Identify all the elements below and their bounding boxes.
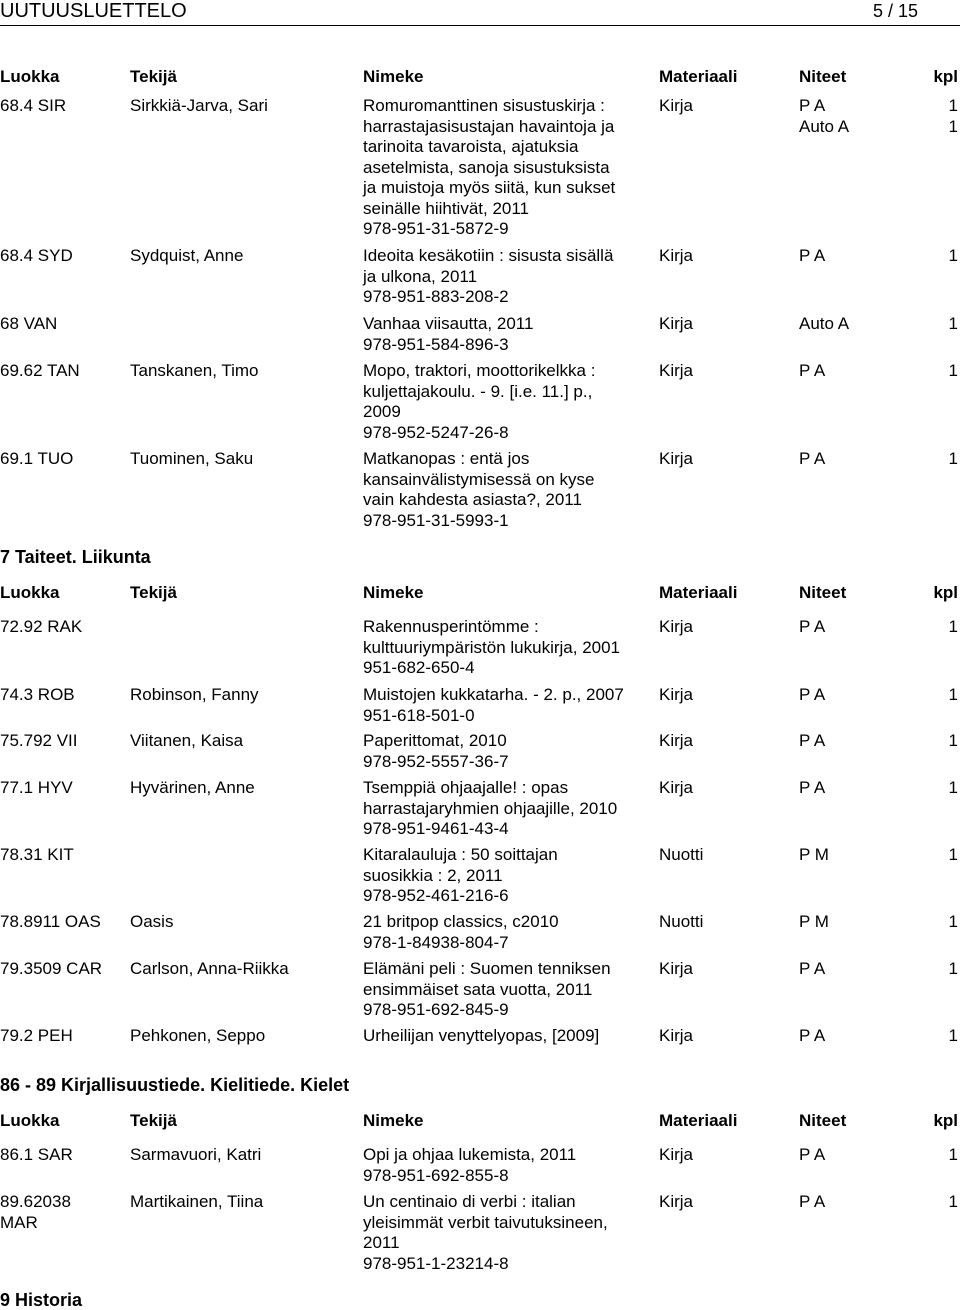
row-title-line: Vanhaa viisautta, 2011 xyxy=(363,314,534,333)
row-niteet: P A xyxy=(799,1192,826,1211)
page-number: 5 / 15 xyxy=(872,1,918,21)
row-material: Kirja xyxy=(659,246,694,265)
row-title-line: kansainvälistymisessä on kyse xyxy=(363,469,595,489)
col-nimeke-header: Nimeke xyxy=(363,67,424,86)
row-material: Kirja xyxy=(659,731,694,750)
row-material: Kirja xyxy=(659,314,694,333)
row-material: Kirja xyxy=(659,96,694,115)
row-title-line: 978-951-692-855-8 xyxy=(363,1165,509,1185)
row-title-line: Paperittomat, 2010 xyxy=(363,731,507,750)
row-material: Kirja xyxy=(659,1145,694,1164)
row-author: Hyvärinen, Anne xyxy=(130,778,255,797)
row-class: 68 VAN xyxy=(0,314,58,333)
row-title-line: Matkanopas : entä jos xyxy=(363,449,530,468)
page-header xyxy=(0,0,960,26)
col-materiaali-header: Materiaali xyxy=(659,1111,738,1130)
row-title-line: 978-952-461-216-6 xyxy=(363,886,509,905)
row-material: Kirja xyxy=(659,1026,694,1045)
row-title-line: seinälle hiihtivät, 2011 xyxy=(363,198,530,218)
col-tekija-header: Tekijä xyxy=(130,583,177,602)
row-niteet: Auto A xyxy=(799,116,850,136)
row-niteet: Auto A xyxy=(799,314,850,333)
row-title-line: 2011 xyxy=(363,1233,400,1252)
row-title-line: Ideoita kesäkotiin : sisusta sisällä xyxy=(363,246,614,265)
row-kpl: 1 xyxy=(948,617,958,636)
row-title-line: harrastajasisustajan havaintoja ja xyxy=(363,116,615,136)
row-niteet: P A xyxy=(799,1026,826,1045)
row-title-line: asetelmista, sanoja sisustuksista xyxy=(363,157,610,177)
row-title-line: ensimmäiset sata vuotta, 2011 xyxy=(363,979,593,999)
row-kpl: 1 xyxy=(948,361,958,380)
row-niteet: P A xyxy=(799,96,826,115)
row-title-line: 978-951-883-208-2 xyxy=(363,287,509,306)
row-title-line: 978-951-1-23214-8 xyxy=(363,1253,509,1273)
catalog-title: UUTUUSLUETTELO xyxy=(0,0,187,22)
row-niteet: P A xyxy=(799,685,826,704)
row-title-line: ja ulkona, 2011 xyxy=(363,266,478,286)
row-title-line: 951-682-650-4 xyxy=(363,658,475,677)
row-author: Tanskanen, Timo xyxy=(130,361,259,380)
row-title-line: tarinoita tavaroista, ajatuksia xyxy=(363,137,579,156)
row-kpl: 1 xyxy=(948,778,958,797)
row-class: 75.792 VII xyxy=(0,731,78,750)
row-title-line: Mopo, traktori, moottorikelkka : xyxy=(363,361,596,380)
row-niteet: P A xyxy=(799,959,826,978)
row-title-line: 951-618-501-0 xyxy=(363,705,475,725)
col-niteet-header: Niteet xyxy=(799,1111,847,1130)
row-material: Kirja xyxy=(659,685,694,704)
row-title-line: suosikkia : 2, 2011 xyxy=(363,865,503,885)
row-kpl: 1 xyxy=(948,731,958,750)
row-class: 69.1 TUO xyxy=(0,449,74,468)
row-title-line: Rakennusperintömme : xyxy=(363,617,539,636)
row-kpl: 1 xyxy=(948,96,958,115)
row-title-line: 978-952-5557-36-7 xyxy=(363,751,509,771)
col-luokka-header: Luokka xyxy=(0,1111,60,1130)
row-niteet: P A xyxy=(799,449,826,468)
row-author: Oasis xyxy=(130,912,174,931)
row-author: Sarmavuori, Katri xyxy=(130,1145,262,1164)
row-class: 68.4 SIR xyxy=(0,96,67,115)
col-nimeke-header: Nimeke xyxy=(363,1111,424,1130)
row-title-line: Opi ja ohjaa lukemista, 2011 xyxy=(363,1145,577,1164)
row-title-line: Urheilijan venyttelyopas, [2009] xyxy=(363,1026,600,1045)
col-materiaali-header: Materiaali xyxy=(659,67,738,86)
col-luokka-header: Luokka xyxy=(0,67,60,86)
row-class: 69.62 TAN xyxy=(0,361,80,380)
row-author: Robinson, Fanny xyxy=(130,685,259,704)
row-class: 79.3509 CAR xyxy=(0,959,103,978)
row-kpl: 1 xyxy=(948,845,958,864)
col-kpl-header: kpl xyxy=(933,1111,958,1130)
row-kpl: 1 xyxy=(948,685,958,704)
row-class: 74.3 ROB xyxy=(0,685,75,704)
row-material: Kirja xyxy=(659,778,694,797)
col-kpl-header: kpl xyxy=(933,583,958,602)
row-title-line: Romuromanttinen sisustuskirja : xyxy=(363,96,605,115)
row-niteet: P A xyxy=(799,617,826,636)
row-material: Kirja xyxy=(659,449,694,468)
row-class: MAR xyxy=(0,1212,38,1232)
col-niteet-header: Niteet xyxy=(799,67,847,86)
row-title-line: 21 britpop classics, c2010 xyxy=(363,912,559,931)
section-heading: 86 - 89 Kirjallisuustiede. Kielitiede. Kielet xyxy=(0,1075,350,1095)
row-material: Nuotti xyxy=(659,845,704,864)
row-author: Martikainen, Tiina xyxy=(130,1192,264,1211)
row-title-line: harrastajaryhmien ohjaajille, 2010 xyxy=(363,798,618,818)
row-material: Kirja xyxy=(659,361,694,380)
row-class: 89.62038 xyxy=(0,1192,71,1211)
row-title-line: 978-951-31-5872-9 xyxy=(363,219,509,238)
row-niteet: P A xyxy=(799,731,826,750)
row-author: Sydquist, Anne xyxy=(130,246,244,265)
row-kpl: 1 xyxy=(948,1145,958,1164)
row-class: 77.1 HYV xyxy=(0,778,73,797)
col-kpl-header: kpl xyxy=(933,67,958,86)
row-title-line: 978-951-31-5993-1 xyxy=(363,510,509,530)
row-material: Kirja xyxy=(659,617,694,636)
col-nimeke-header: Nimeke xyxy=(363,583,424,602)
row-author: Pehkonen, Seppo xyxy=(130,1026,266,1045)
row-author: Viitanen, Kaisa xyxy=(130,731,244,750)
row-title-line: Elämäni peli : Suomen tenniksen xyxy=(363,959,611,978)
row-title-line: 978-951-9461-43-4 xyxy=(363,819,509,838)
row-class: 72.92 RAK xyxy=(0,617,83,636)
row-niteet: P A xyxy=(799,778,826,797)
row-class: 78.31 KIT xyxy=(0,845,74,864)
row-title-line: 2009 xyxy=(363,402,401,421)
row-niteet: P M xyxy=(799,912,829,931)
row-niteet: P A xyxy=(799,246,826,265)
section-heading: 7 Taiteet. Liikunta xyxy=(0,547,151,567)
section-heading: 9 Historia xyxy=(0,1290,83,1310)
row-title-line: vain kahdesta asiasta?, 2011 xyxy=(363,490,582,509)
row-niteet: P M xyxy=(799,845,829,864)
row-title-line: yleisimmät verbit taivutuksineen, xyxy=(363,1212,608,1232)
row-author: Tuominen, Saku xyxy=(130,449,254,468)
row-class: 68.4 SYD xyxy=(0,246,73,265)
row-material: Kirja xyxy=(659,959,694,978)
row-class: 86.1 SAR xyxy=(0,1145,73,1164)
row-niteet: P A xyxy=(799,1145,826,1164)
col-tekija-header: Tekijä xyxy=(130,67,177,86)
row-kpl: 1 xyxy=(948,1192,958,1211)
col-niteet-header: Niteet xyxy=(799,583,847,602)
row-class: 78.8911 OAS xyxy=(0,912,101,931)
row-title-line: kulttuuriympäristön lukukirja, 2001 xyxy=(363,637,621,657)
col-tekija-header: Tekijä xyxy=(130,1111,177,1130)
row-niteet: P A xyxy=(799,361,826,380)
row-title-line: 978-952-5247-26-8 xyxy=(363,422,509,442)
row-author: Sirkkiä-Jarva, Sari xyxy=(130,96,268,115)
row-title-line: Muistojen kukkatarha. - 2. p., 2007 xyxy=(363,685,624,704)
row-kpl: 1 xyxy=(948,246,958,265)
row-kpl: 1 xyxy=(948,912,958,931)
row-title-line: Kitaralauluja : 50 soittajan xyxy=(363,845,558,864)
row-material: Kirja xyxy=(659,1192,694,1211)
row-class: 79.2 PEH xyxy=(0,1026,73,1045)
row-author: Carlson, Anna-Riikka xyxy=(130,959,289,978)
row-title-line: ja muistoja myös siitä, kun sukset xyxy=(363,178,616,197)
row-kpl: 1 xyxy=(948,1026,958,1045)
col-luokka-header: Luokka xyxy=(0,583,60,602)
col-materiaali-header: Materiaali xyxy=(659,583,738,602)
row-title-line: 978-951-584-896-3 xyxy=(363,334,509,354)
row-material: Nuotti xyxy=(659,912,704,931)
row-kpl: 1 xyxy=(948,314,958,333)
row-kpl: 1 xyxy=(948,959,958,978)
row-kpl: 1 xyxy=(948,116,958,136)
row-kpl: 1 xyxy=(948,449,958,468)
row-title-line: Tsemppiä ohjaajalle! : opas xyxy=(363,778,569,797)
row-title-line: Un centinaio di verbi : italian xyxy=(363,1192,576,1211)
row-title-line: 978-951-692-845-9 xyxy=(363,1000,509,1019)
row-title-line: kuljettajakoulu. - 9. [i.e. 11.] p., xyxy=(363,381,593,401)
header-divider xyxy=(0,25,960,26)
row-title-line: 978-1-84938-804-7 xyxy=(363,932,509,952)
